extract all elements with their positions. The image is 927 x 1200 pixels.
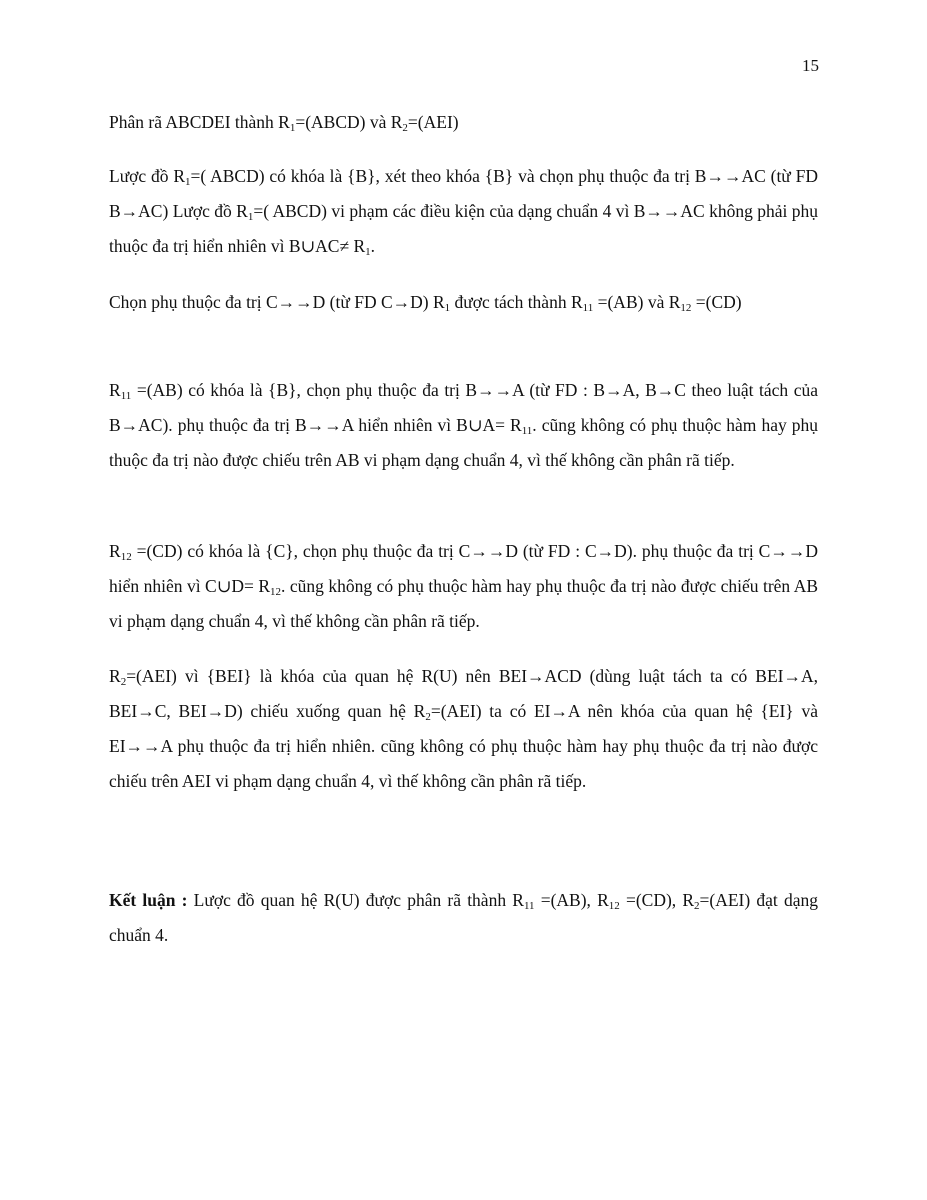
subscript: 1 — [444, 302, 451, 314]
subscript: 12 — [680, 302, 692, 314]
text: Phân rã ABCDEI thành R — [109, 112, 290, 132]
subscript: 12 — [270, 586, 282, 598]
subscript: 12 — [608, 900, 620, 912]
text: =(CD), R — [619, 890, 695, 910]
text: Lược đồ quan hệ R(U) được phân rã thành R — [187, 890, 524, 910]
text: R — [109, 380, 121, 400]
text: =(ABCD) và R — [295, 112, 403, 132]
text: Chọn phụ thuộc đa trị C→→D (từ FD C→D) R — [109, 292, 445, 312]
paragraph-decomposition — [109, 108, 818, 136]
subscript: 1 — [185, 176, 191, 188]
subscript: 1 — [365, 246, 371, 258]
subscript: 2 — [425, 711, 431, 723]
text: =( ABCD) vi phạm các điều kiện của dạng chuẩn 4 vì B→→AC không phải phụ thuộc đa trị hiển nhiên vì B∪AC≠ R — [109, 201, 818, 256]
subscript: 2 — [402, 122, 408, 134]
paragraph-r12-analysis — [109, 534, 818, 639]
text: . cũng không có phụ thuộc hàm hay phụ thuộc đa trị nào được chiếu trên AB vi phạm dạng chuẩn 4, vì thế không cần phân rã tiếp. — [109, 576, 819, 631]
subscript: 1 — [247, 211, 254, 223]
paragraph-r11-analysis — [109, 373, 818, 478]
text: =(AEI) vì {BEI} là khóa của quan hệ R(U) nên BEI→ACD (dùng luật tách ta có BEI→A, BEI→C, BEI→D) chiếu xuống quan hệ R — [109, 666, 818, 721]
text: =(AEI) ta có EI→A nên khóa của quan hệ {EI} và EI→→A phụ thuộc đa trị hiển nhiên. cũng không có phụ thuộc hàm hay phụ thuộc đa trị nào được chiếu trên AEI vi phạm dạng chuẩn 4, vì thế không cần phân rã tiếp. — [109, 701, 818, 791]
subscript: 11 — [582, 302, 594, 314]
text: . cũng không có phụ thuộc hàm hay phụ thuộc đa trị nào được chiếu trên AB vi phạm dạng chuẩn 4, vì thế không cần phân rã tiếp. — [109, 415, 818, 470]
subscript: 12 — [120, 551, 132, 563]
text: . — [370, 236, 375, 256]
subscript: 1 — [289, 122, 296, 134]
text: =(AB), R — [534, 890, 609, 910]
subscript: 2 — [120, 676, 127, 688]
paragraph-r2-analysis — [109, 659, 818, 799]
text: =(AB) và R — [593, 292, 681, 312]
text: =(CD) — [691, 292, 742, 312]
paragraph-conclusion — [109, 883, 818, 953]
text: =( ABCD) có khóa là {B}, xét theo khóa {B} và chọn phụ thuộc đa trị B→→AC (từ FD B→AC) Lược đồ R — [109, 166, 819, 221]
text: R — [109, 541, 121, 561]
text: được tách thành R — [450, 292, 583, 312]
subscript: 11 — [120, 390, 132, 402]
text: R — [109, 666, 121, 686]
paragraph-r1-analysis — [109, 159, 818, 264]
text: =(AEI) — [407, 112, 459, 132]
subscript: 11 — [521, 425, 533, 437]
subscript: 11 — [523, 900, 535, 912]
subscript: 2 — [694, 900, 700, 912]
text: Lược đồ R — [109, 166, 186, 186]
text: =(AB) có khóa là {B}, chọn phụ thuộc đa trị B→→A (từ FD : B→A, B→C theo luật tách của B→AC). phụ thuộc đa trị B→→A hiển nhiên vì B∪A= R — [109, 380, 818, 435]
conclusion-label: Kết luận : — [109, 890, 188, 910]
page-number: 15 — [802, 56, 819, 75]
paragraph-r1-split — [109, 285, 818, 320]
text: =(AEI) đạt dạng chuẩn 4. — [109, 890, 818, 945]
text: =(CD) có khóa là {C}, chọn phụ thuộc đa trị C→→D (từ FD : C→D). phụ thuộc đa trị C→→D hiển nhiên vì C∪D= R — [109, 541, 818, 596]
